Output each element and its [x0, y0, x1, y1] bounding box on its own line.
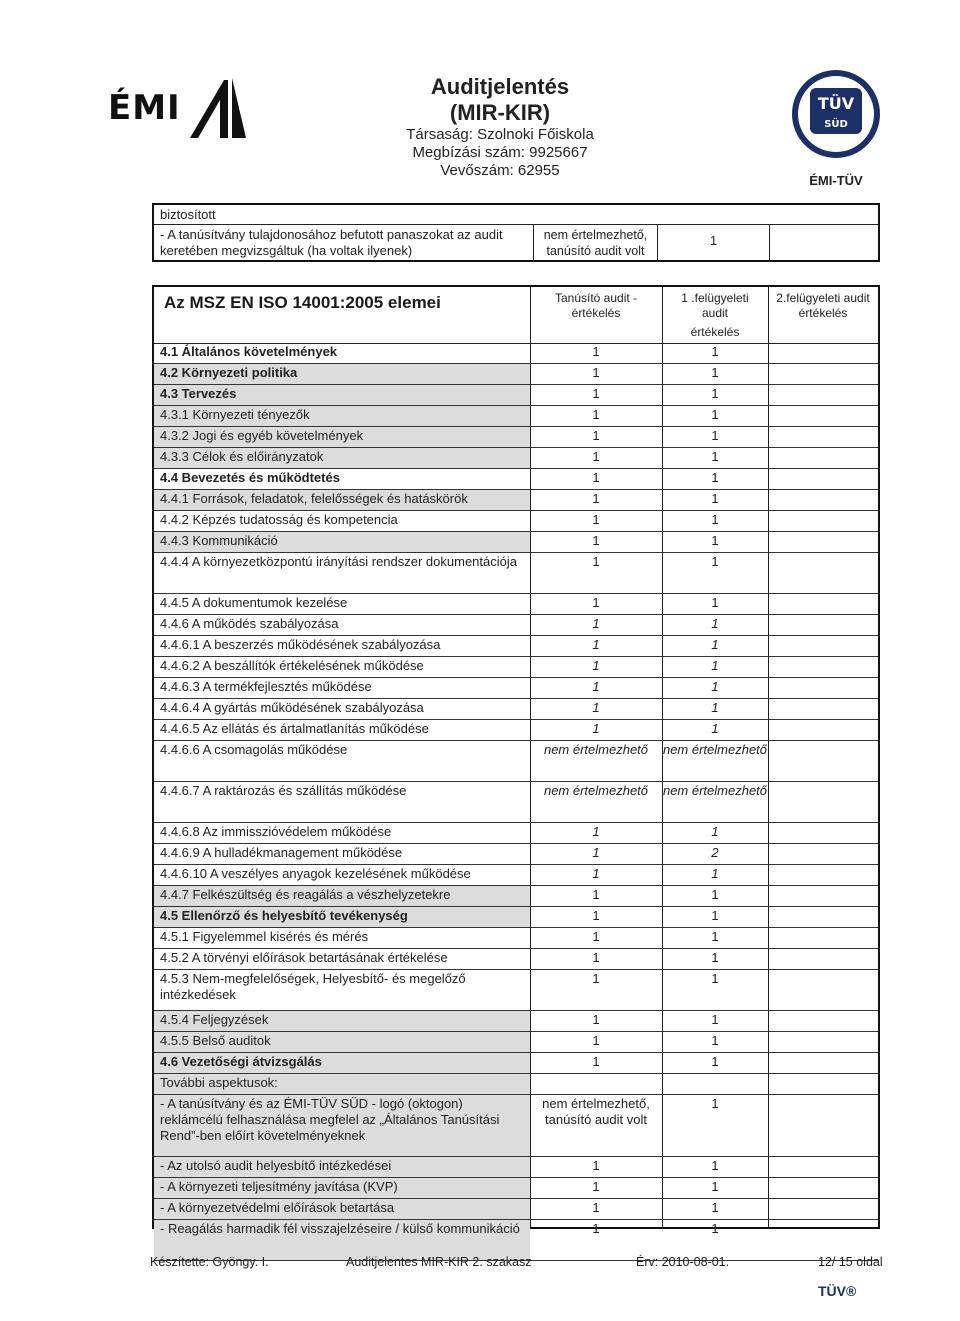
- row-value-surveillance-1: 1: [711, 470, 719, 485]
- row-value-surveillance-1: nem értelmezhető: [662, 783, 768, 798]
- row-value-certification: 1: [592, 721, 600, 736]
- table-row: [154, 949, 878, 970]
- row-value-surveillance-1: 1: [711, 449, 719, 464]
- row-label: 4.4.6.7 A raktározás és szállítás működése: [160, 783, 407, 798]
- row-value-certification: 1: [592, 1179, 600, 1194]
- table-row: [154, 553, 878, 594]
- row-value-certification: 1: [592, 512, 600, 527]
- row-value-surveillance-1: 1: [711, 887, 719, 902]
- row-label: 4.5.1 Figyelemmel kisérés és mérés: [160, 929, 369, 944]
- table-row: [154, 364, 878, 385]
- table-row: [154, 741, 878, 782]
- row-value-certification: 1: [592, 1158, 600, 1173]
- table-row: [154, 1074, 878, 1095]
- row-value-surveillance-2: [768, 615, 878, 635]
- row-value-certification: 1: [592, 908, 600, 923]
- row-value-surveillance-2: [768, 928, 878, 948]
- table-row: [154, 865, 878, 886]
- col-header-surveillance-1-line2: audit: [701, 306, 729, 320]
- row-label: 4.3.3 Célok és előirányzatok: [154, 448, 530, 468]
- row-value-certification: 1: [592, 824, 600, 839]
- row-value-surveillance-2: [768, 532, 878, 552]
- row-value-surveillance-1: 1: [711, 971, 719, 986]
- row-value-certification: 1: [592, 407, 600, 422]
- row-value-surveillance-2: [768, 949, 878, 969]
- column-divider: [768, 287, 769, 1227]
- row-value-surveillance-2: [768, 553, 878, 593]
- table-row: [154, 886, 878, 907]
- row-value-surveillance-1: 1: [711, 700, 719, 715]
- row-value-surveillance-2: [768, 385, 878, 405]
- table-row: [154, 907, 878, 928]
- row-value-surveillance-1: 1: [711, 1200, 719, 1215]
- row-value-surveillance-1: nem értelmezhető: [662, 742, 768, 757]
- row-value-surveillance-1: 1: [711, 929, 719, 944]
- table-row: [154, 1095, 878, 1157]
- report-subtitle: (MIR-KIR): [449, 100, 551, 125]
- row-value-certification: 1: [592, 344, 600, 359]
- table-row: [154, 385, 878, 406]
- row-value-surveillance-2: [768, 907, 878, 927]
- row-value-certification: 1: [592, 971, 600, 986]
- row-value-surveillance-2: [768, 1032, 878, 1052]
- row-value-certification: 1: [592, 887, 600, 902]
- row-value-surveillance-1: 1: [711, 1221, 719, 1236]
- row-label: 4.4.6.1 A beszerzés működésének szabályozása: [160, 637, 441, 652]
- complaints-description: - A tanúsítvány tulajdonosához befutott panaszokat az audit keretében megvizsgáltuk (ha voltak ilyenek): [154, 225, 534, 262]
- row-value-surveillance-1: 1: [711, 595, 719, 610]
- row-label: 4.4.6.3 A termékfejlesztés működése: [160, 679, 372, 694]
- table-row: [154, 448, 878, 469]
- row-value-surveillance-1: 1: [711, 1158, 719, 1173]
- row-label: 4.4.6.10 A veszélyes anyagok kezelésének működése: [160, 866, 471, 881]
- tuv-octagon-icon: [786, 64, 886, 164]
- row-value-surveillance-2: [768, 678, 878, 698]
- complaints-box-title: biztosított: [154, 205, 878, 225]
- row-value-surveillance-1: 1: [711, 658, 719, 673]
- row-label: - A tanúsítvány és az ÉMI-TÜV SÜD - logó (oktogon) reklámcélú felhasználása megfelel az „Általános Tanúsítási Rend”-ben előírt követelményeknek: [154, 1095, 530, 1156]
- column-divider: [530, 287, 531, 1227]
- table-row: [154, 844, 878, 865]
- table-row: [154, 1199, 878, 1220]
- row-label: 4.4.2 Képzés tudatosság és kompetencia: [160, 512, 398, 527]
- row-value-certification: 1: [592, 1200, 600, 1215]
- row-value-certification: 1: [592, 595, 600, 610]
- table-row: [154, 343, 878, 364]
- customer-number: Vevőszám: 62955: [440, 162, 560, 179]
- table-row: [154, 678, 878, 699]
- column-divider: [662, 287, 663, 1227]
- footer-validity: Érv: 2010-08-01.: [636, 1255, 730, 1269]
- row-value-surveillance-2: [768, 823, 878, 843]
- tuv-caption: ÉMI-TÜV: [809, 173, 863, 188]
- row-value-surveillance-1: 1: [711, 1096, 719, 1111]
- row-value-certification: 1: [592, 637, 600, 652]
- row-label: 4.4.6.8 Az immisszióvédelem működése: [160, 824, 392, 839]
- table-row: [154, 532, 878, 553]
- footer-tuv-mark: TÜV®: [818, 1283, 857, 1299]
- row-value-surveillance-2: [768, 720, 878, 740]
- row-label: - A környezetvédelmi előírások betartása: [154, 1199, 530, 1219]
- footer-page: 12/ 15 oldal: [818, 1255, 883, 1269]
- row-value-certification: 1: [592, 365, 600, 380]
- row-label: 4.3.1 Környezeti tényezők: [154, 406, 530, 426]
- row-value-surveillance-2: [768, 844, 878, 864]
- row-value-certification: [530, 1074, 662, 1094]
- row-value-certification: 1: [592, 491, 600, 506]
- table-header: [154, 287, 878, 344]
- row-value-surveillance-2: [768, 1074, 878, 1094]
- table-row: [154, 615, 878, 636]
- row-value-surveillance-2: [768, 594, 878, 614]
- row-value-surveillance-1: 1: [711, 365, 719, 380]
- row-value-surveillance-2: [768, 636, 878, 656]
- row-label: 4.5.4 Feljegyzések: [154, 1011, 530, 1031]
- table-row: [154, 490, 878, 511]
- table-row: [154, 1178, 878, 1199]
- row-value-surveillance-2: [768, 1199, 878, 1219]
- row-value-certification: 1: [592, 428, 600, 443]
- col-header-surveillance-1-line3: értékelés: [690, 325, 740, 339]
- row-value-surveillance-2: [768, 886, 878, 906]
- order-number: Megbízási szám: 9925667: [412, 144, 588, 161]
- col-header-surveillance-1: [662, 291, 768, 340]
- row-value-surveillance-1: 1: [711, 512, 719, 527]
- table-row: [154, 782, 878, 823]
- row-label: 4.4.6.2 A beszállítók értékelésének működése: [160, 658, 424, 673]
- row-value-certification: 1: [592, 1221, 600, 1236]
- row-label: 4.5.3 Nem-megfelelőségek, Helyesbítő- és megelőző intézkedések: [160, 971, 466, 1002]
- row-label: 4.4.1 Források, feladatok, felelősségek és hatáskörök: [154, 490, 530, 510]
- col-header-surveillance-1-line1: 1 .felügyeleti: [681, 291, 749, 305]
- row-value-surveillance-2: [768, 741, 878, 781]
- row-value-certification: 1: [592, 533, 600, 548]
- table-row: [154, 1011, 878, 1032]
- tuv-badge-bottom: SÜD: [824, 119, 848, 130]
- emi-logo-text: ÉMI: [108, 88, 181, 128]
- row-label: - Az utolsó audit helyesbítő intézkedései: [154, 1157, 530, 1177]
- row-value-surveillance-2: [768, 343, 878, 363]
- complaints-status: [534, 225, 658, 262]
- complaints-empty-cell: [770, 225, 878, 262]
- row-value-certification: 1: [592, 616, 600, 631]
- row-value-surveillance-1: 1: [711, 428, 719, 443]
- row-value-surveillance-2: [768, 699, 878, 719]
- row-value-surveillance-1: 1: [711, 386, 719, 401]
- row-value-certification: 1: [592, 1054, 600, 1069]
- tuv-logo: [786, 64, 886, 188]
- row-value-certification: 1: [592, 449, 600, 464]
- table-row: [154, 406, 878, 427]
- row-value-certification: nem értelmezhető, tanúsító audit volt: [542, 1096, 650, 1127]
- row-label: 4.3 Tervezés: [154, 385, 530, 405]
- table-row: [154, 1053, 878, 1074]
- row-value-surveillance-2: [768, 970, 878, 1010]
- row-value-surveillance-2: [768, 406, 878, 426]
- col-header-certification: Tanúsító audit - értékelés: [554, 291, 638, 320]
- complaints-box: [152, 203, 880, 262]
- report-title: Auditjelentés: [430, 74, 570, 99]
- row-value-surveillance-2: [768, 364, 878, 384]
- tuv-badge-top: TÜV: [817, 94, 855, 113]
- row-label: 4.3.2 Jogi és egyéb követelmények: [154, 427, 530, 447]
- row-value-certification: 1: [592, 950, 600, 965]
- row-label: 4.4.3 Kommunikáció: [154, 532, 530, 552]
- col-header-surveillance-2: 2.felügyeleti audit értékelés: [776, 291, 870, 320]
- row-value-surveillance-1: 2: [711, 845, 719, 860]
- row-value-certification: 1: [592, 679, 600, 694]
- table-row: [154, 720, 878, 741]
- row-value-certification: 1: [592, 929, 600, 944]
- row-value-surveillance-2: [768, 1220, 878, 1260]
- row-value-surveillance-2: [768, 865, 878, 885]
- row-value-certification: nem értelmezhető: [543, 742, 649, 757]
- row-value-surveillance-1: [662, 1074, 768, 1094]
- table-row: [154, 1032, 878, 1053]
- row-value-surveillance-1: 1: [711, 908, 719, 923]
- row-value-surveillance-2: [768, 1095, 878, 1156]
- row-value-surveillance-2: [768, 511, 878, 531]
- row-value-surveillance-2: [768, 469, 878, 489]
- row-value-surveillance-1: 1: [711, 1179, 719, 1194]
- row-value-certification: 1: [592, 1033, 600, 1048]
- row-value-surveillance-2: [768, 448, 878, 468]
- row-value-certification: 1: [592, 554, 600, 569]
- row-label: 4.4.4 A környezetközpontú irányítási rendszer dokumentációja: [160, 554, 517, 569]
- footer-document: Auditjelentes MIR-KIR 2. szakasz: [346, 1255, 532, 1269]
- iso-elements-table: [152, 285, 880, 1236]
- row-label: 4.5 Ellenőrző és helyesbítő tevékenység: [154, 907, 530, 927]
- row-label: 4.4.6.6 A csomagolás működése: [160, 742, 348, 757]
- row-value-surveillance-2: [768, 427, 878, 447]
- row-value-certification: 1: [592, 845, 600, 860]
- row-value-surveillance-1: 1: [711, 1054, 719, 1069]
- table-row: [154, 928, 878, 949]
- row-label: 4.1 Általános követelmények: [160, 344, 338, 359]
- row-label: 4.2 Környezeti politika: [154, 364, 530, 384]
- complaints-value: 1: [658, 225, 770, 262]
- table-row: [154, 1157, 878, 1178]
- row-label: 4.4.6.5 Az ellátás és ártalmatlanítás működése: [160, 721, 429, 736]
- row-label: További aspektusok:: [154, 1074, 530, 1094]
- row-value-certification: 1: [592, 1012, 600, 1027]
- row-label: 4.4.6 A működés szabályozása: [160, 616, 339, 631]
- report-title-block: [330, 74, 670, 180]
- row-value-surveillance-2: [768, 782, 878, 822]
- row-label: 4.4.7 Felkészültség és reagálás a vészhelyzetekre: [154, 886, 530, 906]
- row-value-surveillance-1: 1: [711, 491, 719, 506]
- row-value-surveillance-1: 1: [711, 554, 719, 569]
- row-label: 4.6 Vezetőségi átvizsgálás: [154, 1053, 530, 1073]
- row-value-certification: 1: [592, 866, 600, 881]
- row-value-surveillance-1: 1: [711, 1012, 719, 1027]
- table-title: Az MSZ EN ISO 14001:2005 elemei: [164, 293, 441, 312]
- complaints-status-line1: nem értelmezhető,: [543, 228, 648, 242]
- row-value-surveillance-1: 1: [711, 1033, 719, 1048]
- row-value-surveillance-1: 1: [711, 824, 719, 839]
- row-value-surveillance-1: 1: [711, 679, 719, 694]
- row-label: 4.4.6.4 A gyártás működésének szabályozása: [160, 700, 424, 715]
- table-row: [154, 511, 878, 532]
- row-value-surveillance-2: [768, 1011, 878, 1031]
- table-row: [154, 594, 878, 615]
- footer-author: Készítette: Gyöngy. I.: [150, 1255, 269, 1269]
- row-value-surveillance-1: 1: [711, 533, 719, 548]
- table-row: [154, 823, 878, 844]
- row-value-certification: 1: [592, 386, 600, 401]
- row-label: 4.4.5 A dokumentumok kezelése: [160, 595, 348, 610]
- row-value-certification: 1: [592, 700, 600, 715]
- table-row: [154, 636, 878, 657]
- row-value-surveillance-1: 1: [711, 407, 719, 422]
- row-value-surveillance-1: 1: [711, 721, 719, 736]
- row-value-surveillance-1: 1: [711, 866, 719, 881]
- row-value-certification: 1: [592, 470, 600, 485]
- row-value-surveillance-2: [768, 1178, 878, 1198]
- row-value-surveillance-2: [768, 1157, 878, 1177]
- table-row: [154, 469, 878, 490]
- row-label: 4.4 Bevezetés és működtetés: [160, 470, 340, 485]
- emi-logo-mark-icon: [190, 78, 248, 140]
- row-value-surveillance-1: 1: [711, 616, 719, 631]
- row-value-surveillance-2: [768, 1053, 878, 1073]
- row-value-surveillance-1: 1: [711, 950, 719, 965]
- table-row: [154, 427, 878, 448]
- row-value-certification: 1: [592, 658, 600, 673]
- row-label: 4.5.5 Belső auditok: [154, 1032, 530, 1052]
- row-label: - Reagálás harmadik fél visszajelzéseire / külső kommunikáció: [154, 1220, 530, 1260]
- company-line: Társaság: Szolnoki Főiskola: [406, 126, 594, 143]
- table-row: [154, 970, 878, 1011]
- row-value-surveillance-2: [768, 657, 878, 677]
- emi-logo: [108, 78, 248, 140]
- table-row: [154, 699, 878, 720]
- row-value-certification: nem értelmezhető: [543, 783, 649, 798]
- row-label: 4.4.6.9 A hulladékmanagement működése: [160, 845, 403, 860]
- table-row: [154, 657, 878, 678]
- row-label: - A környezeti teljesítmény javítása (KVP): [154, 1178, 530, 1198]
- row-value-surveillance-1: 1: [711, 344, 719, 359]
- row-value-surveillance-1: 1: [711, 637, 719, 652]
- row-label: 4.5.2 A törvényi előírások betartásának értékelése: [160, 950, 448, 965]
- row-value-surveillance-2: [768, 490, 878, 510]
- complaints-status-line2: tanúsító audit volt: [546, 244, 645, 258]
